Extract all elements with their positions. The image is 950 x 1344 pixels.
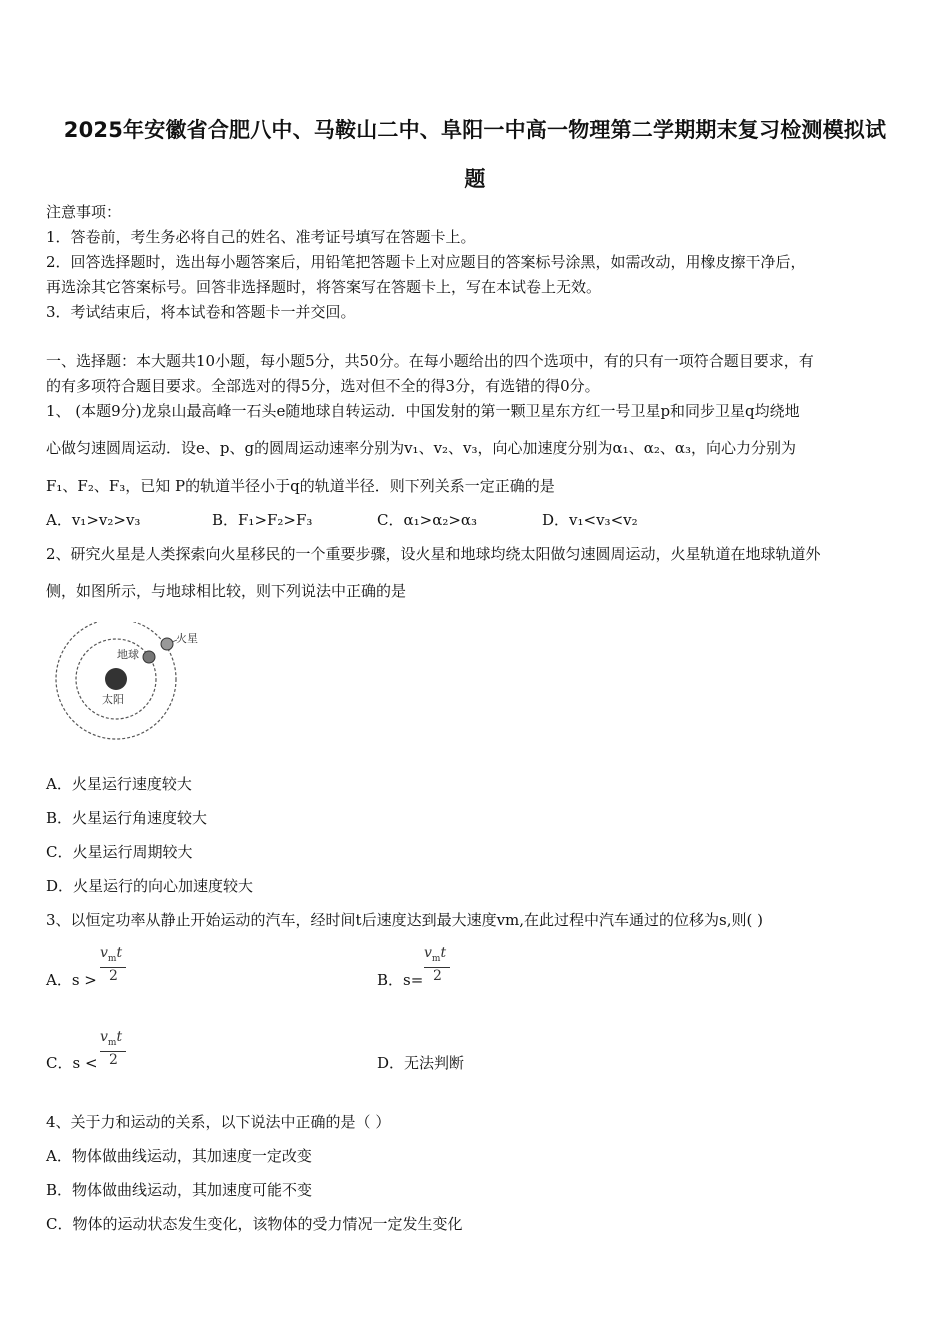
orbit-diagram: [50, 622, 220, 747]
q2-stem: 2、研究火星是人类探索向火星移民的一个重要步骤，设火星和地球均绕太阳做匀速圆周运动，火星轨道在地球轨道外: [46, 545, 821, 563]
m-subscript: m: [107, 953, 117, 964]
denominator: 2: [109, 1052, 118, 1068]
sun-label: 太阳: [102, 693, 124, 706]
q1-stem: 1、 (本题9分)龙泉山最高峰一石头e随地球自转运动．中国发射的第一颗卫星东方红一号卫星p和同步卫星q均绕地: [46, 402, 800, 420]
q2-stem: 侧，如图所示，与地球相比较，则下列说法中正确的是: [46, 582, 407, 600]
q1-stem: F₁、F₂、F₃，已知 P的轨道半径小于q的轨道半径．则下列关系一定正确的是: [46, 477, 555, 495]
q1-option-b[interactable]: B．F₁>F₂>F₃: [212, 511, 313, 529]
t-symbol: t: [116, 1029, 123, 1045]
q4-stem: 4、关于力和运动的关系，以下说法中正确的是（ ）: [46, 1113, 391, 1131]
notice-item: 2．回答选择题时，选出每小题答案后，用铅笔把答题卡上对应题目的答案标号涂黑，如需改动，用橡皮擦干净后，: [46, 253, 806, 271]
q3-option-d[interactable]: D．无法判断: [377, 1054, 465, 1072]
section-instructions: 一、选择题：本大题共10小题，每小题5分，共50分。在每小题给出的四个选项中，有的只有一项符合题目要求，有: [46, 352, 814, 370]
v-symbol: v: [100, 1029, 108, 1045]
q4-option-a[interactable]: A．物体做曲线运动，其加速度一定改变: [46, 1147, 312, 1165]
q1-option-d[interactable]: D．v₁<v₃<v₂: [542, 511, 638, 529]
mars-label: 火星: [176, 632, 198, 645]
v-symbol: v: [424, 945, 432, 961]
q3-option-c[interactable]: C．s <: [46, 1054, 98, 1072]
q2-option-d[interactable]: D．火星运行的向心加速度较大: [46, 877, 254, 895]
q3-option-a[interactable]: A．s >: [46, 971, 97, 989]
earth-body: [143, 651, 155, 663]
q2-option-b[interactable]: B．火星运行角速度较大: [46, 809, 208, 827]
m-subscript: m: [431, 953, 441, 964]
exam-title-line2: 题: [464, 167, 486, 191]
q1-stem: 心做匀速圆周运动．设e、p、g的圆周运动速率分别为v₁、v₂、v₃，向心加速度分别为α₁、α₂、α₃，向心力分别为: [46, 439, 796, 457]
denominator: 2: [109, 968, 118, 984]
notice-item: 3．考试结束后，将本试卷和答题卡一并交回。: [46, 303, 356, 321]
section-instructions: 的有多项符合题目要求。全部选对的得5分，选对但不全的得3分，有选错的得0分。: [46, 377, 600, 395]
earth-label: 地球: [117, 648, 139, 661]
exam-title-line1: 2025年安徽省合肥八中、马鞍山二中、阜阳一中高一物理第二学期期末复习检测模拟试: [63, 118, 887, 142]
notice-heading: 注意事项：: [46, 203, 122, 221]
notice-item: 再选涂其它答案标号。回答非选择题时，将答案写在答题卡上，写在本试卷上无效。: [46, 278, 602, 296]
q4-option-c[interactable]: C．物体的运动状态发生变化，该物体的受力情况一定发生变化: [46, 1215, 463, 1233]
q2-option-a[interactable]: A．火星运行速度较大: [46, 775, 192, 793]
v-symbol: v: [100, 945, 108, 961]
q3-stem: 3、以恒定功率从静止开始运动的汽车，经时间t后速度达到最大速度vm,在此过程中汽车通过的位移为s,则( ): [46, 911, 763, 929]
sun-body: [105, 668, 127, 690]
mars-body: [161, 638, 173, 650]
notice-item: 1．答卷前，考生务必将自己的姓名、准考证号填写在答题卡上。: [46, 228, 476, 246]
q1-option-a[interactable]: A．v₁>v₂>v₃: [46, 511, 141, 529]
q3-option-b[interactable]: B．s=: [377, 971, 424, 989]
t-symbol: t: [440, 945, 447, 961]
q1-option-c[interactable]: C．α₁>α₂>α₃: [377, 511, 478, 529]
q2-option-c[interactable]: C．火星运行周期较大: [46, 843, 193, 861]
m-subscript: m: [107, 1037, 117, 1048]
t-symbol: t: [116, 945, 123, 961]
denominator: 2: [433, 968, 442, 984]
q4-option-b[interactable]: B．物体做曲线运动，其加速度可能不变: [46, 1181, 313, 1199]
